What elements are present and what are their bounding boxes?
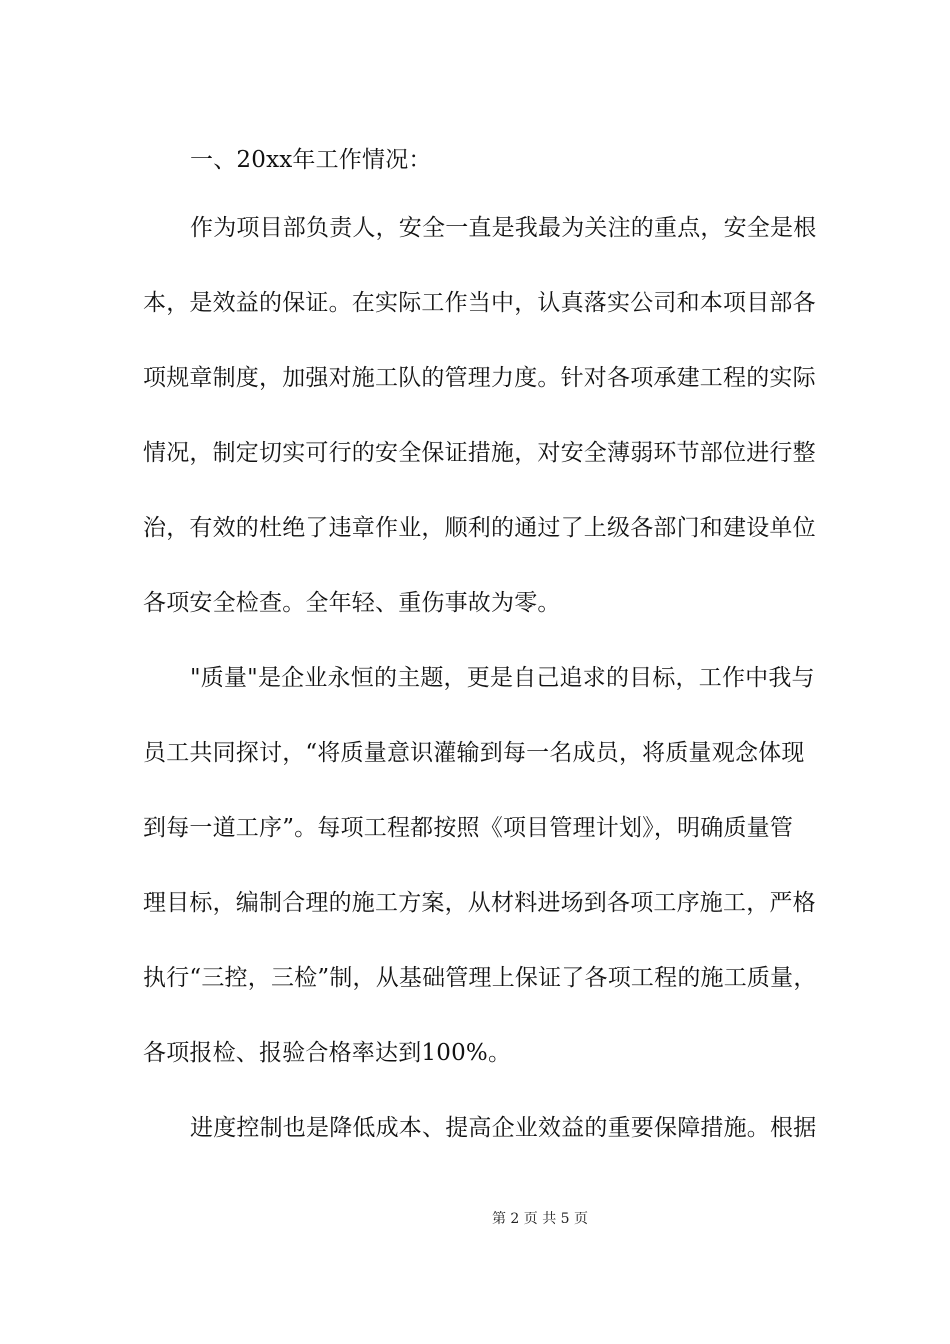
- paragraph-line: 本，是效益的保证。在实际工作当中，认真落实公司和本项目部各: [143, 290, 816, 316]
- page-number-footer: 第 2 页 共 5 页: [491, 1211, 589, 1227]
- paragraph-line: 到每一道工序”。每项工程都按照《项目管理计划》，明确质量管: [143, 815, 794, 841]
- paragraph-line: "质量"是企业永恒的主题，更是自己追求的目标，工作中我与: [190, 665, 815, 691]
- paragraph-line: 各项报检、报验合格率达到100%。: [143, 1040, 512, 1066]
- paragraph-line: 项规章制度，加强对施工队的管理力度。针对各项承建工程的实际: [143, 365, 816, 391]
- paragraph-line: 治，有效的杜绝了违章作业，顺利的通过了上级各部门和建设单位: [143, 515, 816, 541]
- paragraph-line: 各项安全检查。全年轻、重伤事故为零。: [143, 590, 561, 616]
- paragraph-line: 员工共同探讨，“将质量意识灌输到每一名成员，将质量观念体现: [143, 740, 805, 766]
- paragraph-line: 情况，制定切实可行的安全保证措施，对安全薄弱环节部位进行整: [143, 440, 816, 466]
- paragraph-line: 理目标，编制合理的施工方案，从材料进场到各项工序施工，严格: [143, 890, 816, 916]
- section-heading: 一、20xx年工作情况：: [190, 147, 432, 173]
- paragraph-line: 进度控制也是降低成本、提高企业效益的重要保障措施。根据: [190, 1115, 817, 1141]
- paragraph-line: 作为项目部负责人，安全一直是我最为关注的重点，安全是根: [190, 215, 817, 241]
- paragraph-line: 执行“三控，三检”制，从基础管理上保证了各项工程的施工质量，: [143, 965, 817, 991]
